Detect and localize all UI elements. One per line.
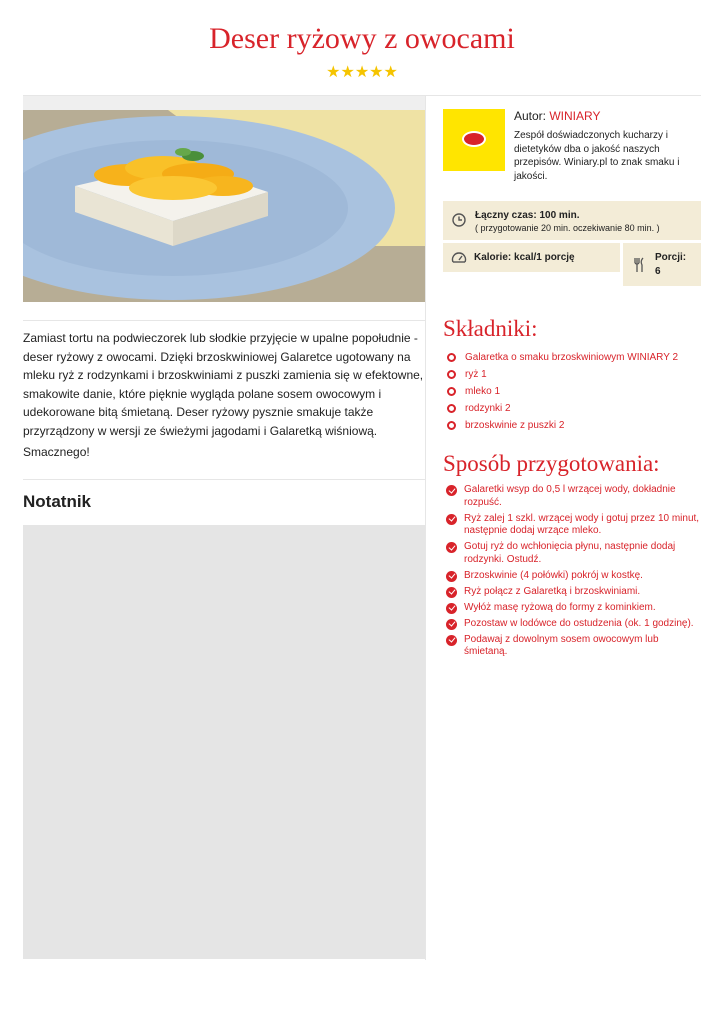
divider [23,320,425,321]
portions-label: Porcji: [655,252,687,263]
notes-area[interactable] [23,525,425,959]
calories: Kalorie: kcal/1 porcję [474,252,575,263]
step-item [446,618,704,631]
step-text: Ryż zalej 1 szkl. wrzącej wody i gotuj przez 10 minut, następnie dodaj wrzące mleko. [464,512,700,536]
logo-mark [462,131,486,147]
check-circle-icon [446,485,457,496]
star-icon: ★★★★★ [326,64,398,81]
check-circle-icon [446,635,457,646]
step-item [446,513,704,538]
recipe-description: Zamiast tortu na podwieczorek lub słodkie przyjęcie w upalne popołudnie - deser ryżowy z owocami. Dzięki brzoskwiniowej Galaretce ugotowany na mleku ryż z rodzynkami i brzoskwiniami z puszki zamienia się w efektowne, smakowite danie, które pięknie wygląda polane sosem owocowym i udekorowane bitą śmietaną. Deser ryżowy pysznie smakuje także przyrządzony w wersji ze świeżymi jagodami i Galaretką wiśniową. [23,331,424,438]
bullet-ring-icon [447,387,456,396]
bullet-ring-icon [447,404,456,413]
preparation-steps [446,484,704,662]
bullet-ring-icon [447,370,456,379]
check-circle-icon [446,542,457,553]
author-line [514,109,600,123]
step-text: Brzoskwinie (4 połówki) pokrój w kostkę. [464,569,643,581]
check-circle-icon [446,603,457,614]
notes-title: Notatnik [23,492,91,511]
ingredient-label: ryż 1 [465,369,487,380]
clock-icon [452,213,466,227]
ingredient-item [447,401,678,418]
recipe-photo [23,96,425,302]
recipe-title: Deser ryżowy z owocami [209,22,515,55]
step-text: Pozostaw w lodówce do ostudzenia (ok. 1 godzinę). [464,617,694,629]
cutlery-icon [633,257,645,273]
step-text: Podawaj z dowolnym sosem owocowym lub śmietaną. [464,633,659,657]
calories-box [443,243,620,272]
ingredient-label: Galaretka o smaku brzoskwiniowym WINIARY 2 [465,352,679,363]
column-divider [425,96,426,960]
ingredient-label: brzoskwinie z puszki 2 [465,420,565,431]
time-detail: ( przygotowanie 20 min. oczekiwanie 80 min. ) [475,223,660,233]
check-circle-icon [446,571,457,582]
step-text: Galaretki wsyp do 0,5 l wrzącej wody, dokładnie rozpuść. [464,484,676,508]
author-name-link[interactable]: WINIARY [549,109,601,123]
step-text: Ryż połącz z Galaretką i brzoskwiniami. [464,585,641,597]
check-circle-icon [446,514,457,525]
step-item [446,484,704,509]
author-label: Autor: [514,109,547,123]
total-time: Łączny czas: 100 min. [475,210,580,221]
divider [23,479,425,480]
step-item [446,570,704,583]
step-item [446,602,704,615]
ingredients-list [447,350,678,435]
check-circle-icon [446,587,457,598]
portions-value: 6 [655,266,661,277]
step-item [446,541,704,566]
total-time-box [443,201,701,240]
winiary-logo [443,109,505,171]
ingredient-item [447,350,678,367]
step-item [446,634,704,659]
rating-stars [0,62,724,82]
ingredient-item [447,384,678,401]
bullet-ring-icon [447,421,456,430]
bullet-ring-icon [447,353,456,362]
check-circle-icon [446,619,457,630]
ingredients-title: Składniki: [443,316,538,341]
step-item [446,586,704,599]
ingredient-label: mleko 1 [465,386,501,397]
closing-text: Smacznego! [23,445,90,459]
portions-box [623,243,701,286]
step-text: Wyłóż masę ryżową do formy z kominkiem. [464,601,656,613]
ingredient-item [447,418,678,435]
ingredient-item [447,367,678,384]
gauge-icon [451,251,467,264]
ingredient-label: rodzynki 2 [465,403,511,414]
author-description: Zespół doświadczonych kucharzy i dietetyków dba o jakość naszych przepisów. Winiary.pl to znak smaku i jakości. [514,130,680,182]
preparation-title: Sposób przygotowania: [443,451,660,476]
step-text: Gotuj ryż do wchłonięcia płynu, następnie dodaj rodzynki. Ostudź. [464,541,676,565]
